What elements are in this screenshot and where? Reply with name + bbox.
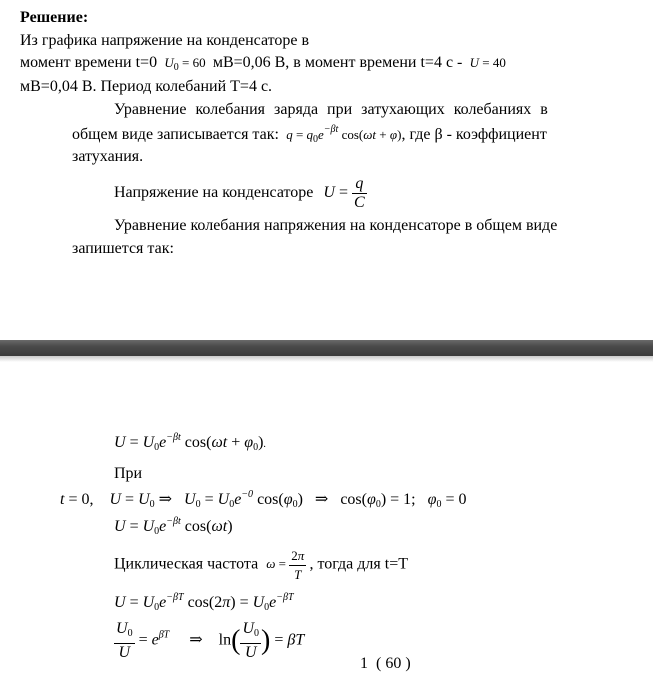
cyclic-frequency-line bbox=[114, 547, 408, 584]
paragraph-3 bbox=[114, 175, 367, 212]
page-divider bbox=[0, 340, 653, 356]
p2-line2-text-a: общем виде записывается так: bbox=[72, 126, 279, 143]
page-divider-shadow bbox=[0, 356, 653, 362]
u-value: 40 bbox=[492, 55, 506, 70]
cyclic-text: Циклическая частота bbox=[114, 555, 259, 573]
formula-initial-condition: t = 0, $U = U_0$ ⇒ $U_0 = U_0e^{-0}$ $\cos(\varphi_0)$ ⇒ $\cos(\varphi_0) = 1$; $\varphi_0 = 0$ bbox=[60, 489, 467, 510]
then-text: , тогда для t=T bbox=[309, 555, 408, 573]
p2-line2-text-b: , где β - коэффициент bbox=[401, 126, 547, 143]
paragraph-2-line-2 bbox=[72, 124, 547, 145]
paragraph-1-line-1: Из графика напряжение на конденсаторе в bbox=[20, 32, 310, 49]
p1-line2-text-b: мВ=0,06 В, в момент времени t=4 с - bbox=[212, 54, 463, 71]
formula-voltage-general: $U = U_0e^{-\beta t}$ $\cos(\omega t + \varphi_0)$. bbox=[114, 432, 266, 453]
paragraph-1-line-3: мВ=0,04 В. Период колебаний Т=4 с. bbox=[20, 78, 273, 95]
formula-log-ratio: $\frac{U_0}{U}$ = $e^{\beta T}$ ⇒ ln( $\frac{U_0}{U}$ ) = βT bbox=[116, 620, 305, 661]
paragraph-4-line-1: Уравнение колебания напряжения на конденсаторе в общем виде bbox=[114, 217, 558, 234]
solution-heading: Решение: bbox=[20, 9, 89, 26]
u0-value: 60 bbox=[192, 55, 206, 70]
formula-u0-60: $U_0 = 60$ bbox=[164, 55, 206, 73]
text-pri: При bbox=[114, 465, 143, 482]
p3-text: Напряжение на конденсаторе bbox=[114, 184, 314, 202]
paragraph-2-line-1: Уравнение колебания заряда при затухающих колебаниях в bbox=[114, 101, 548, 118]
formula-charge: $q = q_0e^{-\beta t}$ cos(ωt + φ) bbox=[286, 124, 402, 145]
paragraph-2-line-3: затухания. bbox=[72, 148, 144, 165]
formula-u-q-over-c: U = $\frac{q}{C}$ bbox=[323, 175, 365, 211]
formula-cutoff-fragment: 1 ( 60 ) bbox=[360, 655, 411, 672]
formula-u-40: U = 40 bbox=[469, 55, 506, 70]
paragraph-4-line-2: запишется так: bbox=[72, 240, 174, 257]
paragraph-1-line-2 bbox=[20, 54, 506, 73]
formula-voltage-at-T: $U = U_0e^{-\beta T}$ $\cos(2\pi) = U_0e^{-\beta T}$ bbox=[114, 592, 294, 613]
formula-voltage-simplified: $U = U_0e^{-\beta t}$ cos(ωt) bbox=[114, 516, 233, 537]
formula-omega: ω = $\frac{2\pi}{T}$ bbox=[266, 548, 305, 582]
p1-line2-text-a: момент времени t=0 bbox=[20, 54, 158, 71]
